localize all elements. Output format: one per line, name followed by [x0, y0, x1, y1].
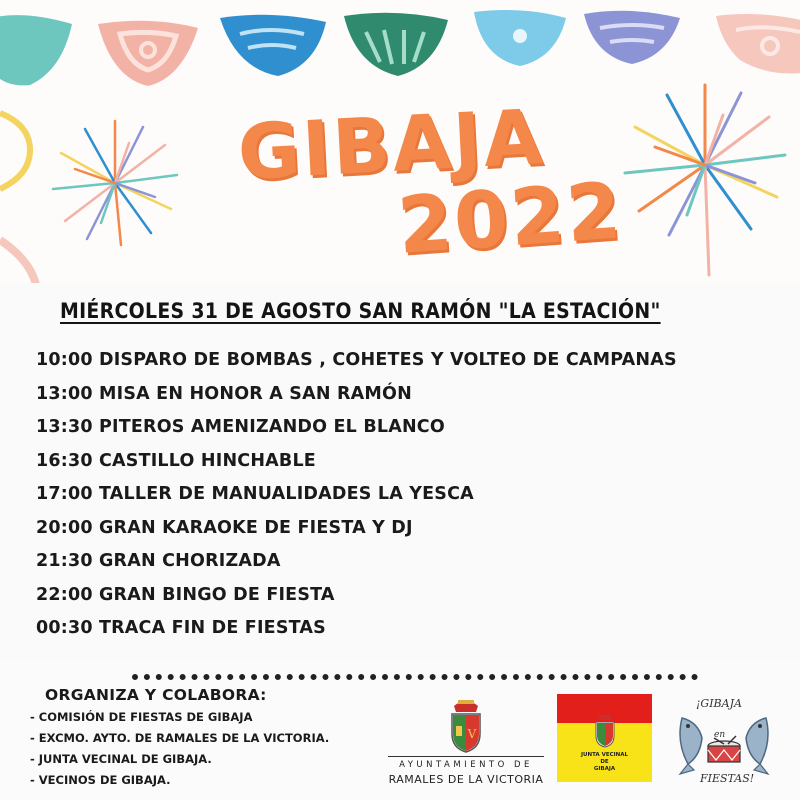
- organizer-item: - JUNTA VECINAL DE GIBAJA.: [30, 752, 212, 766]
- schedule-item: 22:00 GRAN BINGO DE FIESTA: [36, 584, 335, 605]
- schedule-item: 17:00 TALLER DE MANUALIDADES LA YESCA: [36, 484, 474, 504]
- event-title: GIBAJA: [235, 92, 547, 197]
- schedule-item: 10:00 DISPARO DE BOMBAS , COHETES Y VOLTEO DE CAMPANAS: [36, 350, 677, 370]
- organizers-title: ORGANIZA Y COLABORA:: [45, 686, 267, 704]
- event-year: 2022: [394, 166, 626, 272]
- gibaja-en-fiestas-logo: [666, 694, 780, 790]
- program-heading: MIÉRCOLES 31 DE AGOSTO SAN RAMÓN "LA ESTACIÓN": [60, 299, 661, 323]
- fiestas-logo-middle: en: [714, 730, 726, 740]
- ayuntamiento-rule: [388, 756, 544, 757]
- organizers-list: [30, 710, 329, 794]
- schedule-item: 13:30 PITEROS AMENIZANDO EL BLANCO: [36, 417, 445, 437]
- dotted-divider: [132, 674, 698, 680]
- fish-drum-icon: [674, 708, 774, 778]
- firework-left: [40, 108, 190, 258]
- firework-right: [610, 80, 800, 280]
- yellow-arc-decoration: [0, 105, 40, 195]
- junta-label: [557, 752, 652, 773]
- header-banner: [0, 0, 800, 283]
- junta-label-line1: JUNTA VECINAL: [580, 752, 629, 758]
- fiestas-logo-bottom: FIESTAS!: [700, 772, 755, 785]
- organizer-item: - VECINOS DE GIBAJA.: [30, 773, 171, 787]
- junta-label-line2: DE: [600, 759, 609, 765]
- pink-arc-decoration: [0, 230, 40, 283]
- junta-vecinal-logo: [557, 694, 652, 782]
- coat-of-arms-icon: [448, 696, 484, 754]
- ayuntamiento-name-line1: AYUNTAMIENTO DE: [399, 760, 533, 770]
- schedule-list: [36, 350, 677, 652]
- schedule-item: 00:30 TRACA FIN DE FIESTAS: [36, 618, 326, 638]
- ayuntamiento-logo: [384, 694, 548, 794]
- organizer-item: - COMISIÓN DE FIESTAS DE GIBAJA: [30, 710, 253, 724]
- svg-text:V: V: [467, 727, 477, 741]
- junta-shield-icon: [594, 714, 616, 748]
- organizer-item: - EXCMO. AYTO. DE RAMALES DE LA VICTORIA.: [30, 731, 330, 745]
- junta-label-line3: GIBAJA: [593, 766, 616, 772]
- ayuntamiento-name-line2: RAMALES DE LA VICTORIA: [388, 773, 544, 786]
- schedule-item: 20:00 GRAN KARAOKE DE FIESTA Y DJ: [36, 517, 413, 538]
- schedule-item: 21:30 GRAN CHORIZADA: [36, 551, 281, 571]
- schedule-item: 16:30 CASTILLO HINCHABLE: [36, 450, 316, 471]
- schedule-item: 13:00 MISA EN HONOR A SAN RAMÓN: [36, 383, 412, 404]
- fiestas-logo-top: ¡GIBAJA: [696, 697, 742, 710]
